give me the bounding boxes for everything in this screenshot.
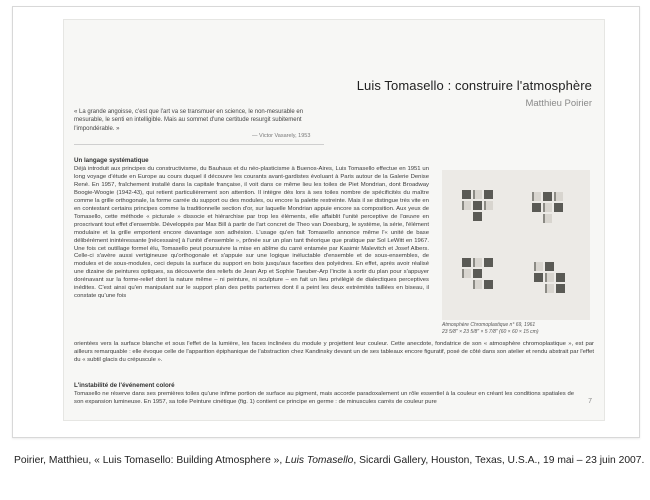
cube-module: [484, 258, 493, 267]
section-heading-1: Un langage systématique: [74, 157, 149, 164]
figure-caption: Atmosphère Chromoplastique n° 69, 1961 23 5/8" × 23 5/8" × 5 7/8" (60 × 60 × 15 cm): [442, 322, 539, 335]
cube-module: [545, 284, 554, 293]
cube-module: [543, 192, 552, 201]
section-body-1: Déjà introduit aux principes du constructivisme, du Bauhaus et du néo-plasticisme à Buenos-Aires, Luis Tomasello effectue en 1951 un long voyage d'étude en Europe au cours duquel il découvre les courants avant-gardistes évoluant à Paris autour de la Galerie Denise René. En 1957, fraîchement installé dans la capitale française, il voit dans ce même lieu les toiles de Piet Mondrian, dont Broadway Boogie-Woogie (1942-43), qui retient particulièrement son attention. Il intègre dès lors à ses toiles nombre de spécificités du maître comme la grille orthogonale, la forme carrée du support ou des modules, ou encore la palette restreinte. Mais il se distingue très vite en en contestant certains principes comme la traditionnelle section d'or, sur laquelle Mondrian appuie encore sa composition. Aux yeux de Tomasello, cette méthode « picturale » dissocie et hiérarchise par trop les éléments, elle affaiblit l'unité perceptive de l'œuvre en proscrivant tout effet d'ensemble. Développés par Max Bill à partir de l'art concret de Theo van Doesburg, le système, la série, l'élément modulaire et la grille emportent encore davantage son adhésion. L'usage qu'en fait Tomasello annonce même l'« unité de base délibérément inintéressante [nécessaire] à l'unité d'ensemble », prônée sur un plan tant théorique que pratique par Sol LeWitt en 1967. Une fois cet outillage formel élu, Tomasello peut poursuivre la mise en abîme du carré entamée par Kasimir Malevitch et Josef Albers. Celle-ci s'avère aussi vertigineuse qu'orthogonale et s'appuie sur une logique inéluctable d'ensemble et de sous-ensembles, de modules et de sous-modules, ceci depuis la surface du support en bois jusqu'aux facettes des polyèdres. En effet, après avoir réalisé une dizaine de peintures optiques, sa découverte des reliefs de Jean Arp et Sophie Taeuber-Arp l'incite à sortir du plan pour s'appuyer dorénavant sur la forme-relief dont la nature même – ni peinture, ni sculpture – en fait un lieu privilégié de dialectiques perceptives inédites. C'est ainsi qu'en manipulant sur le support plan des petits parterres dont il a peint les deux extrémités taillées en biseau, il constate qu'une fois: [74, 166, 429, 300]
cube-module: [484, 190, 493, 199]
cube-module: [473, 258, 482, 267]
cube-module: [473, 190, 482, 199]
artwork-image: [442, 170, 590, 320]
cube-module: [462, 269, 471, 278]
cube-module: [534, 273, 543, 282]
citation: [14, 455, 644, 466]
cube-module: [473, 212, 482, 221]
section-body-2: Tomasello ne réserve dans ses premières toiles qu'une infime portion de surface au pigment, mais accorde paradoxalement un rôle essentiel à la couleur en créant les conditions spatiales de son expansion lumineuse. En 1957, sa toile Peinture cinétique (fig. 1) contient ce principe en germe : de minuscules carrés de couleur pure: [74, 391, 574, 405]
cube-module: [532, 203, 541, 212]
document-frame: [12, 6, 640, 438]
cube-module: [462, 258, 471, 267]
cube-module: [543, 214, 552, 223]
document-page: [63, 19, 605, 421]
cube-module: [484, 201, 493, 210]
epigraph-source: — Victor Vasarely, 1953: [252, 133, 311, 139]
cube-module: [545, 262, 554, 271]
cube-module: [532, 192, 541, 201]
citation-prefix: Poirier, Matthieu, « Luis Tomasello: Building Atmosphere »,: [14, 455, 286, 466]
section-heading-2: L'instabilité de l'événement coloré: [74, 382, 175, 389]
cube-module: [484, 280, 493, 289]
epigraph-quote: « La grande angoisse, c'est que l'art va se transmuer en science, le non-mesurable en mesurable, le senti en intelligible. Mais au sommet d'une certitude resurgit subitement l'impondérable. »: [74, 109, 304, 132]
cube-module: [556, 284, 565, 293]
cube-module: [556, 273, 565, 282]
cube-module: [462, 190, 471, 199]
page-number: 7: [588, 398, 592, 405]
citation-title: Luis Tomasello: [285, 455, 354, 466]
cube-module: [545, 273, 554, 282]
section-body-1-continued: orientées vers la surface blanche et sous l'effet de la lumière, les faces inclinées du module y projettent leur couleur. Cette anecdote, fondatrice de son « atmosphère chromoplastique », est par ailleurs remarquable : elle évoque celle de l'apparition épiphanique de l'abstraction chez Kandinsky devant un de ses tableaux encore figuratif, posé de côté dans son atelier et rendu abstrait par l'effet du « subtil glacis du crépuscule ».: [74, 341, 594, 363]
author-name: Matthieu Poirier: [525, 98, 592, 109]
cube-module: [554, 192, 563, 201]
divider: [74, 144, 324, 145]
cube-module: [473, 201, 482, 210]
cube-module: [534, 262, 543, 271]
cube-module: [543, 203, 552, 212]
page-title: Luis Tomasello : construire l'atmosphère: [356, 78, 592, 93]
cube-module: [473, 280, 482, 289]
cube-module: [462, 201, 471, 210]
citation-suffix: , Sicardi Gallery, Houston, Texas, U.S.A., 19 mai – 23 juin 2007.: [353, 455, 645, 466]
cube-module: [473, 269, 482, 278]
cube-module: [554, 203, 563, 212]
